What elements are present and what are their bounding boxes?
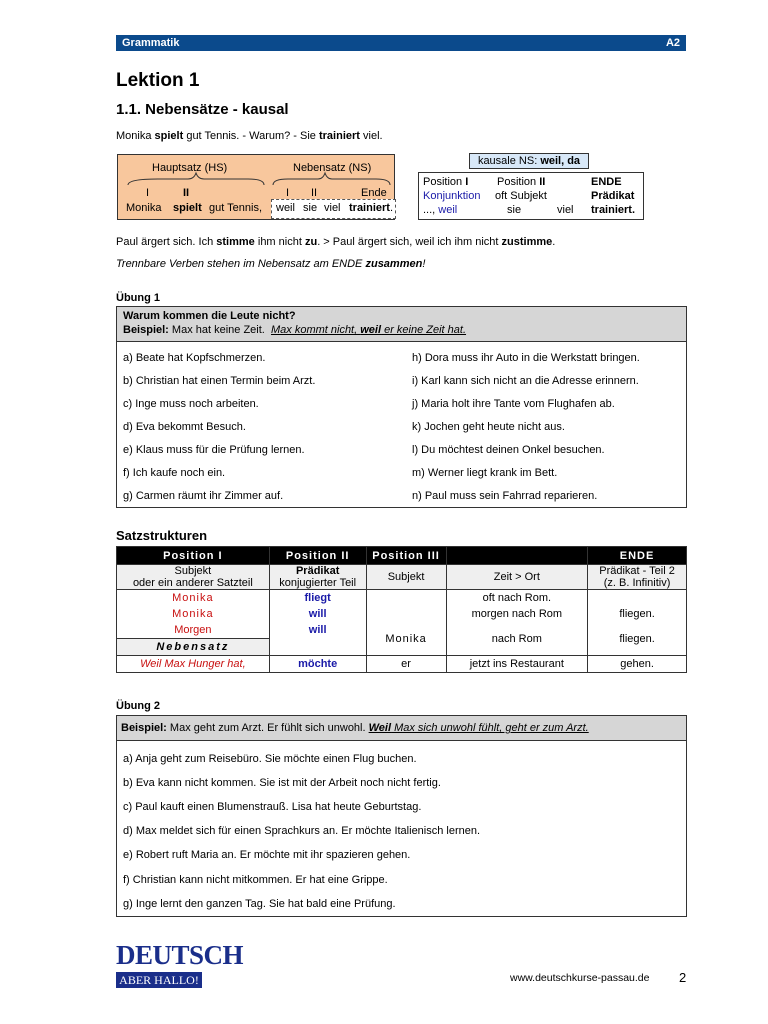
hs-label: Hauptsatz (HS) <box>152 162 228 174</box>
table-cell: Monika <box>117 606 270 622</box>
intro-verb: spielt <box>154 130 184 142</box>
kausal-text: Position <box>423 176 466 188</box>
note-text: zustimme <box>501 236 553 248</box>
list-item: e) Klaus muss für die Prüfung lernen. <box>123 444 305 456</box>
list-item: a) Anja geht zum Reisebüro. Sie möchte einen Flug buchen. <box>123 753 417 765</box>
header-left: Grammatik <box>122 37 180 49</box>
kausal-text: ..., <box>423 204 439 216</box>
kausal-box <box>418 172 644 220</box>
table-cell: will <box>269 622 366 639</box>
table-cell <box>366 606 446 622</box>
example-answer: er keine Zeit hat. <box>381 324 467 336</box>
table-cell: Monika <box>117 590 270 607</box>
page-number: 2 <box>679 970 687 985</box>
list-item: f) Ich kaufe noch ein. <box>123 467 226 479</box>
col-header: Position III <box>366 547 446 565</box>
note-line-1 <box>116 236 555 248</box>
kausal-pos1 <box>423 176 468 188</box>
table-row <box>117 606 687 622</box>
uebung2-title: Übung 2 <box>116 700 160 712</box>
kausal-label <box>469 153 589 169</box>
list-item: g) Carmen räumt ihr Zimmer auf. <box>123 490 284 502</box>
sub-header: Subjekt <box>366 565 446 590</box>
example-label: Beispiel: <box>121 722 167 734</box>
table-subheader-row <box>117 565 687 590</box>
intro-sentence <box>116 130 383 142</box>
note-text: stimme <box>216 236 255 248</box>
table-row <box>117 622 687 639</box>
intro-verb: trainiert <box>318 130 360 142</box>
list-item: b) Christian hat einen Termin beim Arzt. <box>123 375 316 387</box>
col-header: ENDE <box>588 547 687 565</box>
note-text: zusammen <box>365 258 423 270</box>
sub-header <box>117 565 270 590</box>
table-cell <box>588 590 687 607</box>
kausal-sie: sie <box>507 204 522 216</box>
col-header: Position II <box>269 547 366 565</box>
logo-aber-hallo: ABER HALLO! <box>116 972 202 988</box>
example-answer-conj: weil <box>360 324 382 336</box>
kausal-pos2 <box>497 176 545 188</box>
list-item: h) Dora muss ihr Auto in die Werkstatt bringen. <box>412 352 640 364</box>
note-text: zu <box>304 236 318 248</box>
satzstrukturen-title: Satzstrukturen <box>116 528 208 543</box>
col-header <box>446 547 588 565</box>
list-item: e) Robert ruft Maria an. Er möchte mit ihr spazieren gehen. <box>123 849 411 861</box>
table-cell <box>366 590 446 607</box>
intro-part: viel. <box>359 130 383 142</box>
table-cell: oft nach Rom. <box>446 590 588 607</box>
example-answer-conj: Weil <box>368 722 392 734</box>
table-cell <box>269 639 366 656</box>
note-text: . > Paul ärgert sich, weil ich ihm nicht <box>317 236 502 248</box>
table-cell: morgen nach Rom <box>446 606 588 622</box>
word-monika: Monika <box>126 202 162 214</box>
note-text: Trennbare Verben stehen im Nebensatz am ENDE <box>116 258 366 270</box>
list-item: m) Werner liegt krank im Bett. <box>412 467 558 479</box>
list-item: f) Christian kann nicht mitkommen. Er hat eine Grippe. <box>123 874 388 886</box>
example-text: Max geht zum Arzt. Er fühlt sich unwohl. <box>166 722 369 734</box>
table-cell: jetzt ins Restaurant <box>446 656 588 673</box>
note-text: ihm nicht <box>254 236 305 248</box>
word-sie: sie <box>303 202 318 214</box>
header-right: A2 <box>665 37 680 49</box>
list-item: g) Inge lernt den ganzen Tag. Sie hat bald eine Prüfung. <box>123 898 396 910</box>
kausal-conjunctions: weil, da <box>540 155 581 167</box>
uebung2-header <box>117 716 686 741</box>
ns-ende: Ende <box>361 187 387 199</box>
table-cell: fliegt <box>269 590 366 607</box>
nebensatz-label: Nebensatz <box>117 639 270 656</box>
table-cell: Weil Max Hunger hat, <box>117 656 270 673</box>
example-label: Beispiel: <box>123 324 169 336</box>
hs-ns-diagram <box>117 154 395 220</box>
list-item: c) Paul kauft einen Blumenstrauß. Lisa hat heute Geburtstag. <box>123 801 422 813</box>
kausal-weil <box>423 204 457 216</box>
example-text: Max hat keine Zeit. <box>171 324 265 336</box>
table-cell: will <box>269 606 366 622</box>
sub-header <box>269 565 366 590</box>
satzstrukturen-table <box>116 546 687 673</box>
ns-pos-ii: II <box>311 187 318 199</box>
list-item: k) Jochen geht heute nicht aus. <box>412 421 565 433</box>
kausal-konjunktion: Konjunktion <box>423 190 481 202</box>
sub-header-line: oder ein anderer Satzteil <box>132 577 253 589</box>
table-cell: Monika <box>366 622 446 656</box>
kausal-label-text: kausale NS: <box>477 155 541 167</box>
table-cell: möchte <box>269 656 366 673</box>
table-row <box>117 656 687 673</box>
sub-header-line: (z. B. Infinitiv) <box>603 577 671 589</box>
section-header-bar <box>116 35 686 51</box>
uebung1-question: Warum kommen die Leute nicht? <box>123 310 296 322</box>
uebung1-title: Übung 1 <box>116 292 160 304</box>
intro-part: Monika <box>116 130 155 142</box>
word-dot: . <box>390 202 394 214</box>
list-item: d) Eva bekommt Besuch. <box>123 421 246 433</box>
page-title: Lektion 1 <box>116 70 200 91</box>
table-cell: gehen. <box>588 656 687 673</box>
list-item: d) Max meldet sich für einen Sprachkurs an. Er möchte Italienisch lernen. <box>123 825 481 837</box>
table-cell: nach Rom <box>446 622 588 656</box>
sub-header-line: Subjekt <box>174 565 212 577</box>
table-row <box>117 590 687 607</box>
table-cell: Morgen <box>117 622 270 639</box>
word-spielt: spielt <box>173 202 202 214</box>
section-title: 1.1. Nebensätze - kausal <box>116 101 289 118</box>
note-text: . <box>552 236 556 248</box>
uebung2-example <box>121 722 589 734</box>
word-trainiert: trainiert <box>349 202 390 214</box>
kausal-text: II <box>539 176 546 188</box>
example-answer: Max sich unwohl fühlt, geht er zum Arzt. <box>391 722 589 734</box>
table-cell: fliegen. <box>588 622 687 656</box>
word-viel: viel <box>324 202 341 214</box>
table-cell: fliegen. <box>588 606 687 622</box>
list-item: c) Inge muss noch arbeiten. <box>123 398 259 410</box>
note-text: ! <box>422 258 426 270</box>
list-item: j) Maria holt ihre Tante vom Flughafen ab. <box>412 398 615 410</box>
uebung2-box <box>116 715 687 917</box>
kausal-text: Position <box>497 176 540 188</box>
kausal-text: I <box>465 176 469 188</box>
sub-header-line: Prädikat <box>295 565 340 577</box>
kausal-viel: viel <box>557 204 574 216</box>
kausal-subjekt: oft Subjekt <box>495 190 547 202</box>
kausal-praedikat: Prädikat <box>591 190 635 202</box>
list-item: b) Eva kann nicht kommen. Sie ist mit der Arbeit noch nicht fertig. <box>123 777 441 789</box>
list-item: a) Beate hat Kopfschmerzen. <box>123 352 266 364</box>
table-header-row <box>117 547 687 565</box>
sub-header <box>588 565 687 590</box>
sub-header-line: konjugierter Teil <box>279 577 357 589</box>
list-item: n) Paul muss sein Fahrrad reparieren. <box>412 490 598 502</box>
col-header: Position I <box>117 547 270 565</box>
intro-part: gut Tennis. - Warum? - Sie <box>183 130 319 142</box>
pos-ii: II <box>183 187 190 199</box>
logo-deutsch: DEUTSCH <box>116 940 244 970</box>
note-line-2 <box>116 258 425 270</box>
uebung1-header <box>117 307 686 342</box>
sub-header-line: Prädikat - Teil 2 <box>599 565 675 577</box>
example-answer: Max kommt nicht, <box>270 324 361 336</box>
ns-pos-i: I <box>286 187 290 199</box>
table-cell: er <box>366 656 446 673</box>
uebung1-box <box>116 306 687 508</box>
word-weil: weil <box>276 202 295 214</box>
ns-label: Nebensatz (NS) <box>293 162 372 174</box>
word-gut-tennis: gut Tennis, <box>209 202 263 214</box>
pos-i: I <box>146 187 150 199</box>
list-item: l) Du möchtest deinen Onkel besuchen. <box>412 444 605 456</box>
footer-url: www.deutschkurse-passau.de <box>510 972 650 984</box>
kausal-trainiert: trainiert. <box>591 204 636 216</box>
note-text: Paul ärgert sich. Ich <box>116 236 217 248</box>
uebung1-example <box>123 324 466 336</box>
kausal-text: weil <box>438 204 458 216</box>
kausal-ende: ENDE <box>591 176 622 188</box>
list-item: i) Karl kann sich nicht an die Adresse erinnern. <box>412 375 639 387</box>
sub-header: Zeit > Ort <box>446 565 588 590</box>
